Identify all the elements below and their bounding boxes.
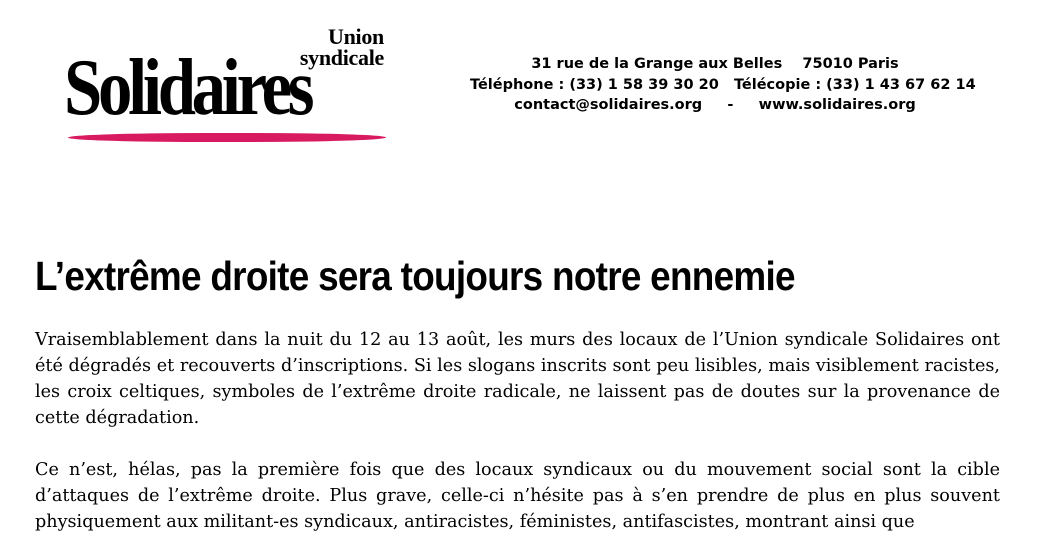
paragraph-1: Vraisemblablement dans la nuit du 12 au 13 août, les murs des locaux de l’Union syndicale Solidaires ont été dégradés et recouverts d’inscriptions. Si les slogans inscrits sont peu lisibles, mais visiblement racistes, les croix celtiques, symboles de l’extrême droite radicale, ne laissent pas de doutes sur la provenance de cette dégradation. bbox=[35, 330, 1000, 428]
paragraph-2: Ce n’est, hélas, pas la première fois que des locaux syndicaux ou du mouvement social sont la cible d’attaques de l’extrême droite. Plus grave, celle-ci n’hésite pas à s’en prendre de plus en plus souvent physiquement aux militant-es syndicaux, antiracistes, féministes, antifascistes, montrant ainsi que bbox=[35, 460, 1000, 532]
logo-line-syndicale: syndicale bbox=[299, 45, 384, 70]
logo-underline-stroke bbox=[66, 133, 388, 142]
email-web-line: contact@solidaires.org - www.solidaires.org bbox=[514, 97, 916, 113]
logo-name: Solidaires bbox=[64, 44, 311, 132]
logo-tagline bbox=[300, 26, 384, 68]
address-line: 31 rue de la Grange aux Belles 75010 Paris bbox=[531, 56, 899, 72]
document-title: L’extrême droite sera toujours notre ennemie bbox=[35, 253, 795, 299]
contact-block bbox=[470, 54, 976, 116]
phone-fax-line: Téléphone : (33) 1 58 39 30 20 Télécopie : (33) 1 43 67 62 14 bbox=[470, 76, 976, 93]
logo-line-union: Union bbox=[328, 24, 384, 49]
solidaires-logo bbox=[64, 26, 394, 154]
